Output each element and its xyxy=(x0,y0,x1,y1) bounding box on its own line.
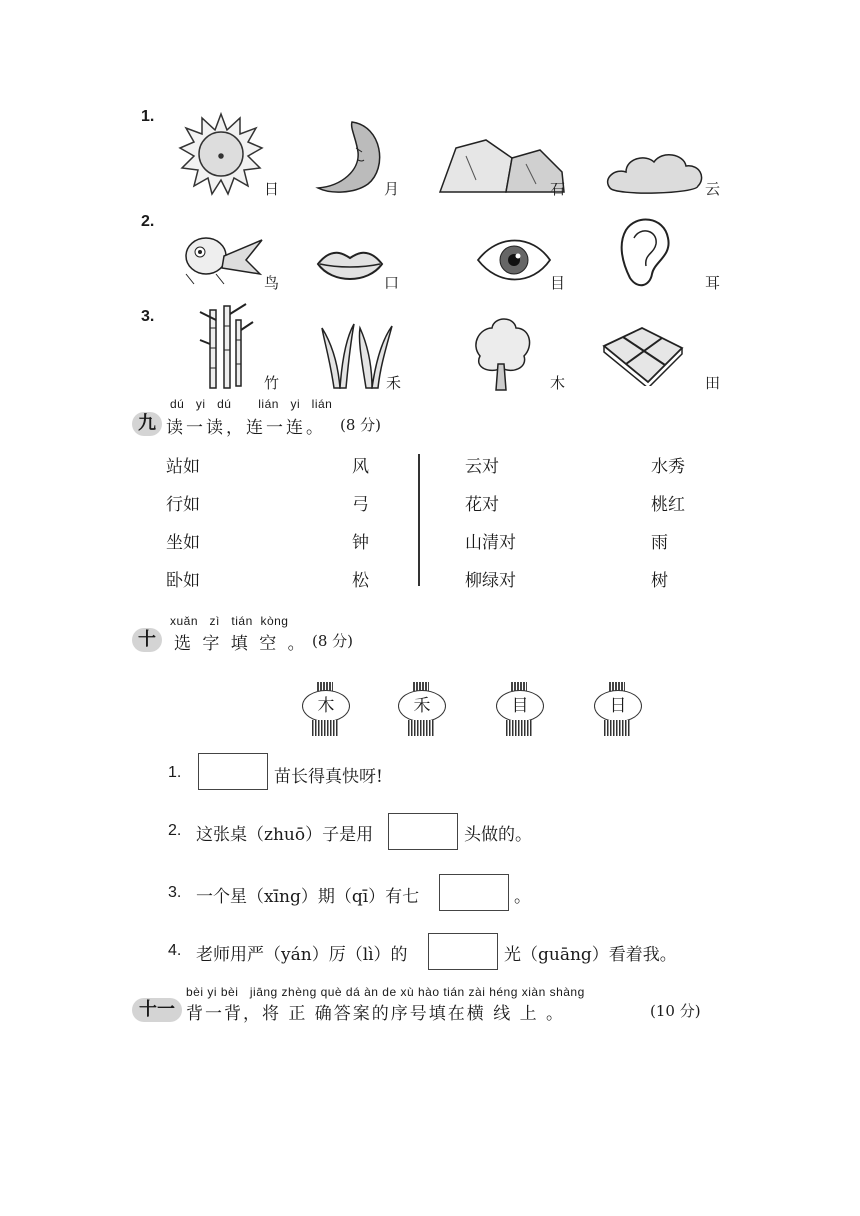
left-target[interactable]: 松 xyxy=(352,571,369,591)
right-phrase[interactable]: 柳绿对 xyxy=(465,571,516,591)
right-phrase[interactable]: 花对 xyxy=(465,495,499,515)
lantern-fringe xyxy=(408,720,434,736)
question-number: 1. xyxy=(168,764,182,781)
row-number: 2. xyxy=(141,213,155,230)
section-badge: 十 xyxy=(132,628,162,652)
ear-icon xyxy=(616,214,672,292)
question-number: 4. xyxy=(168,942,182,959)
question-after: 苗长得真快呀! xyxy=(274,767,383,787)
eye-icon xyxy=(474,230,554,292)
caption: 日 xyxy=(264,180,280,198)
section-title: 读一读，连一连。 xyxy=(166,418,326,438)
column-divider xyxy=(418,454,420,586)
pinyin-syllable: yi xyxy=(195,397,206,411)
rock-icon xyxy=(436,136,568,196)
caption: 田 xyxy=(705,374,721,392)
question-after: 光（guāng）看着我。 xyxy=(504,945,677,965)
caption: 云 xyxy=(705,180,721,198)
question-after: 头做的。 xyxy=(464,825,532,845)
moon-icon xyxy=(312,118,386,196)
left-phrase[interactable]: 卧如 xyxy=(166,571,200,591)
left-phrase[interactable]: 行如 xyxy=(166,495,200,515)
question-number: 2. xyxy=(168,822,182,839)
left-target[interactable]: 风 xyxy=(352,457,369,477)
lantern-char: 木 xyxy=(302,690,350,722)
right-target[interactable]: 雨 xyxy=(651,533,668,553)
question-number: 3. xyxy=(168,884,182,901)
right-phrase[interactable]: 云对 xyxy=(465,457,499,477)
pinyin-syllable: kòng xyxy=(260,614,289,628)
caption: 禾 xyxy=(386,374,402,392)
grain-plant-icon xyxy=(320,320,396,390)
caption: 石 xyxy=(550,180,566,198)
section-score: (10 分) xyxy=(650,1002,701,1020)
lantern-char: 日 xyxy=(594,690,642,722)
right-target[interactable]: 水秀 xyxy=(651,457,685,477)
answer-box[interactable] xyxy=(428,933,498,970)
section-badge: 九 xyxy=(132,412,162,436)
lantern-char: 目 xyxy=(496,690,544,722)
question-before: 老师用严（yán）厉（lì）的 xyxy=(196,945,408,965)
left-target[interactable]: 钟 xyxy=(352,533,369,553)
pinyin-syllable: yi xyxy=(290,397,301,411)
tree-icon xyxy=(470,314,532,392)
answer-box[interactable] xyxy=(439,874,509,911)
answer-box[interactable] xyxy=(388,813,458,850)
row-number: 1. xyxy=(141,108,155,125)
bamboo-icon xyxy=(196,300,256,390)
question-after: 。 xyxy=(514,887,531,907)
pinyin-syllable: dú xyxy=(170,397,185,411)
pinyin-syllable: xuǎn xyxy=(170,614,199,628)
field-icon xyxy=(598,324,686,386)
mouth-icon xyxy=(314,240,386,292)
cloud-icon xyxy=(602,148,708,196)
right-target[interactable]: 桃红 xyxy=(651,495,685,515)
section-title: 背一背，将 正 确答案的序号填在横 线 上 。 xyxy=(186,1004,566,1024)
caption: 木 xyxy=(550,374,566,392)
lantern-option[interactable] xyxy=(496,682,544,738)
right-phrase[interactable]: 山清对 xyxy=(465,533,516,553)
section-score: (8 分) xyxy=(340,416,382,434)
pinyin-syllable: lián xyxy=(258,397,279,411)
question-before: 一个星（xīng）期（qī）有七 xyxy=(196,887,420,907)
pinyin-syllable: dú xyxy=(217,397,232,411)
section-pinyin xyxy=(170,614,288,628)
caption: 月 xyxy=(384,180,400,198)
lantern-option[interactable] xyxy=(302,682,350,738)
caption: 鸟 xyxy=(264,274,280,292)
section-pinyin: bèi yi bèi jiāng zhèng què dá àn de xù hào tián zài héng xiàn shàng xyxy=(186,985,585,999)
section-pinyin xyxy=(170,397,332,411)
left-phrase[interactable]: 站如 xyxy=(166,457,200,477)
caption: 耳 xyxy=(705,274,721,292)
pinyin-syllable: tián xyxy=(231,614,253,628)
left-phrase[interactable]: 坐如 xyxy=(166,533,200,553)
left-target[interactable]: 弓 xyxy=(352,495,369,515)
lantern-fringe xyxy=(604,720,630,736)
answer-box[interactable] xyxy=(198,753,268,790)
question-before: 这张桌（zhuō）子是用 xyxy=(196,825,374,845)
pinyin-syllable: zì xyxy=(209,614,220,628)
lantern-option[interactable] xyxy=(398,682,446,738)
caption: 口 xyxy=(384,274,400,292)
section-score: (8 分) xyxy=(312,632,354,650)
lantern-char: 禾 xyxy=(398,690,446,722)
lantern-fringe xyxy=(506,720,532,736)
bird-icon xyxy=(176,230,266,288)
lantern-option[interactable] xyxy=(594,682,642,738)
section-title: 选 字 填 空 。 xyxy=(174,634,308,654)
caption: 竹 xyxy=(264,374,280,392)
row-number: 3. xyxy=(141,308,155,325)
lantern-fringe xyxy=(312,720,338,736)
right-target[interactable]: 树 xyxy=(651,571,668,591)
caption: 目 xyxy=(550,274,566,292)
pinyin-syllable: lián xyxy=(311,397,333,411)
section-badge: 十一 xyxy=(132,998,182,1022)
sun-icon xyxy=(178,112,264,196)
